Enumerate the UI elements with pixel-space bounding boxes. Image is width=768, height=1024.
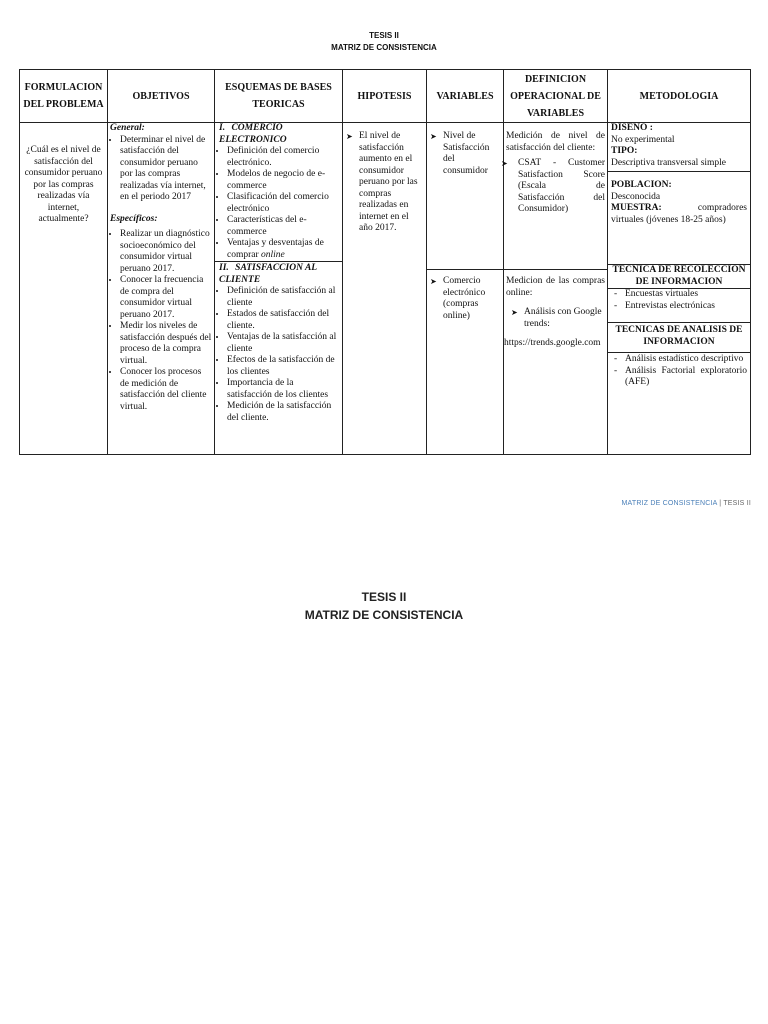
list-item: • Importancia de la satisfacción de los clientes [227, 378, 340, 401]
tipo-value: Descriptiva transversal simple [611, 157, 727, 168]
definicion-1-list [506, 158, 605, 216]
variable-2-box [427, 269, 503, 322]
muestra-value-rest: virtuales (jóvenes 18-25 años) [611, 214, 726, 225]
cell-objetivos [108, 123, 215, 455]
list-item: • Modelos de negocio de e-commerce [227, 169, 340, 192]
poblacion-box [608, 171, 750, 264]
list-item: • Ventajas de la satisfacción al cliente [227, 332, 340, 355]
table-row [20, 123, 751, 455]
especificos-label: Específicos: [110, 213, 158, 224]
analisis-title: TECNICAS DE ANALISIS DE INFORMACION [608, 322, 750, 352]
diseno-label: DISENO : [611, 123, 653, 133]
tipo-label: TIPO: [611, 146, 638, 156]
variable-1-list [429, 131, 501, 177]
problema-text: ¿Cuál es el nivel de satisfacción del consumidor peruano por las compras realizadas vía internet, actualmente? [24, 145, 103, 224]
page2-header [0, 588, 768, 624]
footer-doc-name: TESIS II [723, 500, 751, 507]
definicion-2-list [506, 307, 605, 330]
definicion-2-item: ➤ Análisis con Google trends: [524, 307, 605, 330]
list-item: • Definición del comercio electrónico. [227, 146, 340, 169]
col-header-bases: ESQUEMAS DE BASES TEORICAS [215, 70, 343, 123]
list-item: • Conocer los procesos de medición de satisfacción del cliente virtual. [120, 367, 212, 413]
header-subtitle: MATRIZ DE CONSISTENCIA [331, 43, 437, 52]
list-item: • Medir los niveles de satisfacción después del proceso de la compra virtual. [120, 321, 212, 367]
muestra-label: MUESTRA: [611, 203, 662, 213]
list-item: - Análisis estadístico descriptivo [611, 354, 747, 366]
footer-separator: | [717, 500, 724, 507]
definicion-1-box [504, 123, 607, 269]
general-list [110, 135, 212, 204]
footer-doc-title: MATRIZ DE CONSISTENCIA [621, 500, 718, 507]
list-item: • Realizar un diagnóstico socioeconómico del consumidor virtual peruano 2017. [120, 229, 212, 275]
tecnica-list [611, 289, 747, 312]
general-item: • Determinar el nivel de satisfacción del consumidor peruano por las compras realizadas vía internet, en el periodo 2017 [120, 135, 212, 204]
diseno-value: No experimental [611, 134, 675, 145]
variable-2-list [429, 276, 501, 322]
cell-definicion [504, 123, 608, 455]
analisis-list [611, 354, 747, 389]
list-item: • Efectos de la satisfacción de los clientes [227, 355, 340, 378]
list-item: • Características del e-commerce [227, 215, 340, 238]
section-satisfaccion [215, 261, 342, 425]
comercio-list [217, 146, 340, 261]
tecnica-title: TECNICA DE RECOLECCION DE INFORMACION [608, 264, 750, 288]
page2-subtitle: MATRIZ DE CONSISTENCIA [304, 608, 464, 622]
col-header-hipotesis: HIPOTESIS [343, 70, 427, 123]
header-title: TESIS II [369, 31, 399, 40]
variable-1-box [427, 123, 503, 269]
cell-variables [427, 123, 504, 455]
definicion-2-intro: Medicion de las compras online: [506, 276, 605, 298]
list-item: - Análisis Factorial exploratorio (AFE) [611, 366, 747, 389]
cell-problema [20, 123, 108, 455]
list-item: • Definición de satisfacción al cliente [227, 286, 340, 309]
especificos-list [110, 229, 212, 413]
list-item: • Medición de la satisfacción del cliente. [227, 401, 340, 424]
tecnica-box [608, 288, 750, 322]
list-item: - Entrevistas electrónicas [611, 301, 747, 313]
definicion-1-intro: Medición de nivel de satisfacción del cliente: [506, 131, 605, 153]
hipotesis-item: ➤ El nivel de satisfacción aumento en el consumidor peruano por las compras realizadas en internet en el año 2017. [359, 131, 424, 235]
page-header [0, 30, 768, 54]
cell-hipotesis [343, 123, 427, 455]
col-header-definicion: DEFINICION OPERACIONAL DE VARIABLES [504, 70, 608, 123]
variable-1: ➤ Nivel de Satisfacción del consumidor [443, 131, 501, 177]
google-trends-link[interactable]: https://trends.google.com [504, 338, 601, 348]
col-header-variables: VARIABLES [427, 70, 504, 123]
col-header-problema: FORMULACION DEL PROBLEMA [20, 70, 108, 123]
consistency-matrix-table [19, 69, 751, 455]
muestra-value-first: compradores [697, 203, 747, 213]
header-row [20, 70, 751, 123]
cell-metodologia [608, 123, 751, 455]
page2-title: TESIS II [361, 590, 407, 604]
list-item: • Ventajas y desventajas de comprar online [227, 238, 340, 261]
variable-2: ➤ Comercio electrónico (compras online) [443, 276, 501, 322]
col-header-metodologia: METODOLOGIA [608, 70, 751, 123]
analisis-box [608, 352, 750, 389]
definicion-2-box [504, 269, 607, 350]
hipotesis-list [345, 131, 424, 235]
poblacion-value: Desconocida [611, 191, 661, 202]
general-label: General: [110, 123, 145, 133]
satisfaccion-list [217, 286, 340, 424]
list-item: • Estados de satisfacción del cliente. [227, 309, 340, 332]
section-title-satisfaccion: II. SATISFACCION AL CLIENTE [219, 263, 317, 285]
section-title-comercio: I. COMERCIO ELECTRONICO [219, 123, 287, 145]
list-item: - Encuestas virtuales [611, 289, 747, 301]
footer-brand [621, 500, 751, 507]
list-item: • Clasificación del comercio electrónico [227, 192, 340, 215]
list-item: • Conocer la frecuencia de compra del consumidor virtual peruano 2017. [120, 275, 212, 321]
cell-bases [215, 123, 343, 455]
diseno-box [608, 123, 750, 171]
col-header-objetivos: OBJETIVOS [108, 70, 215, 123]
definicion-1-item: ➤ CSAT - Customer Satisfaction Score (Escala de Satisfacción del Consumidor) [514, 158, 605, 216]
poblacion-label: POBLACION: [611, 180, 672, 190]
